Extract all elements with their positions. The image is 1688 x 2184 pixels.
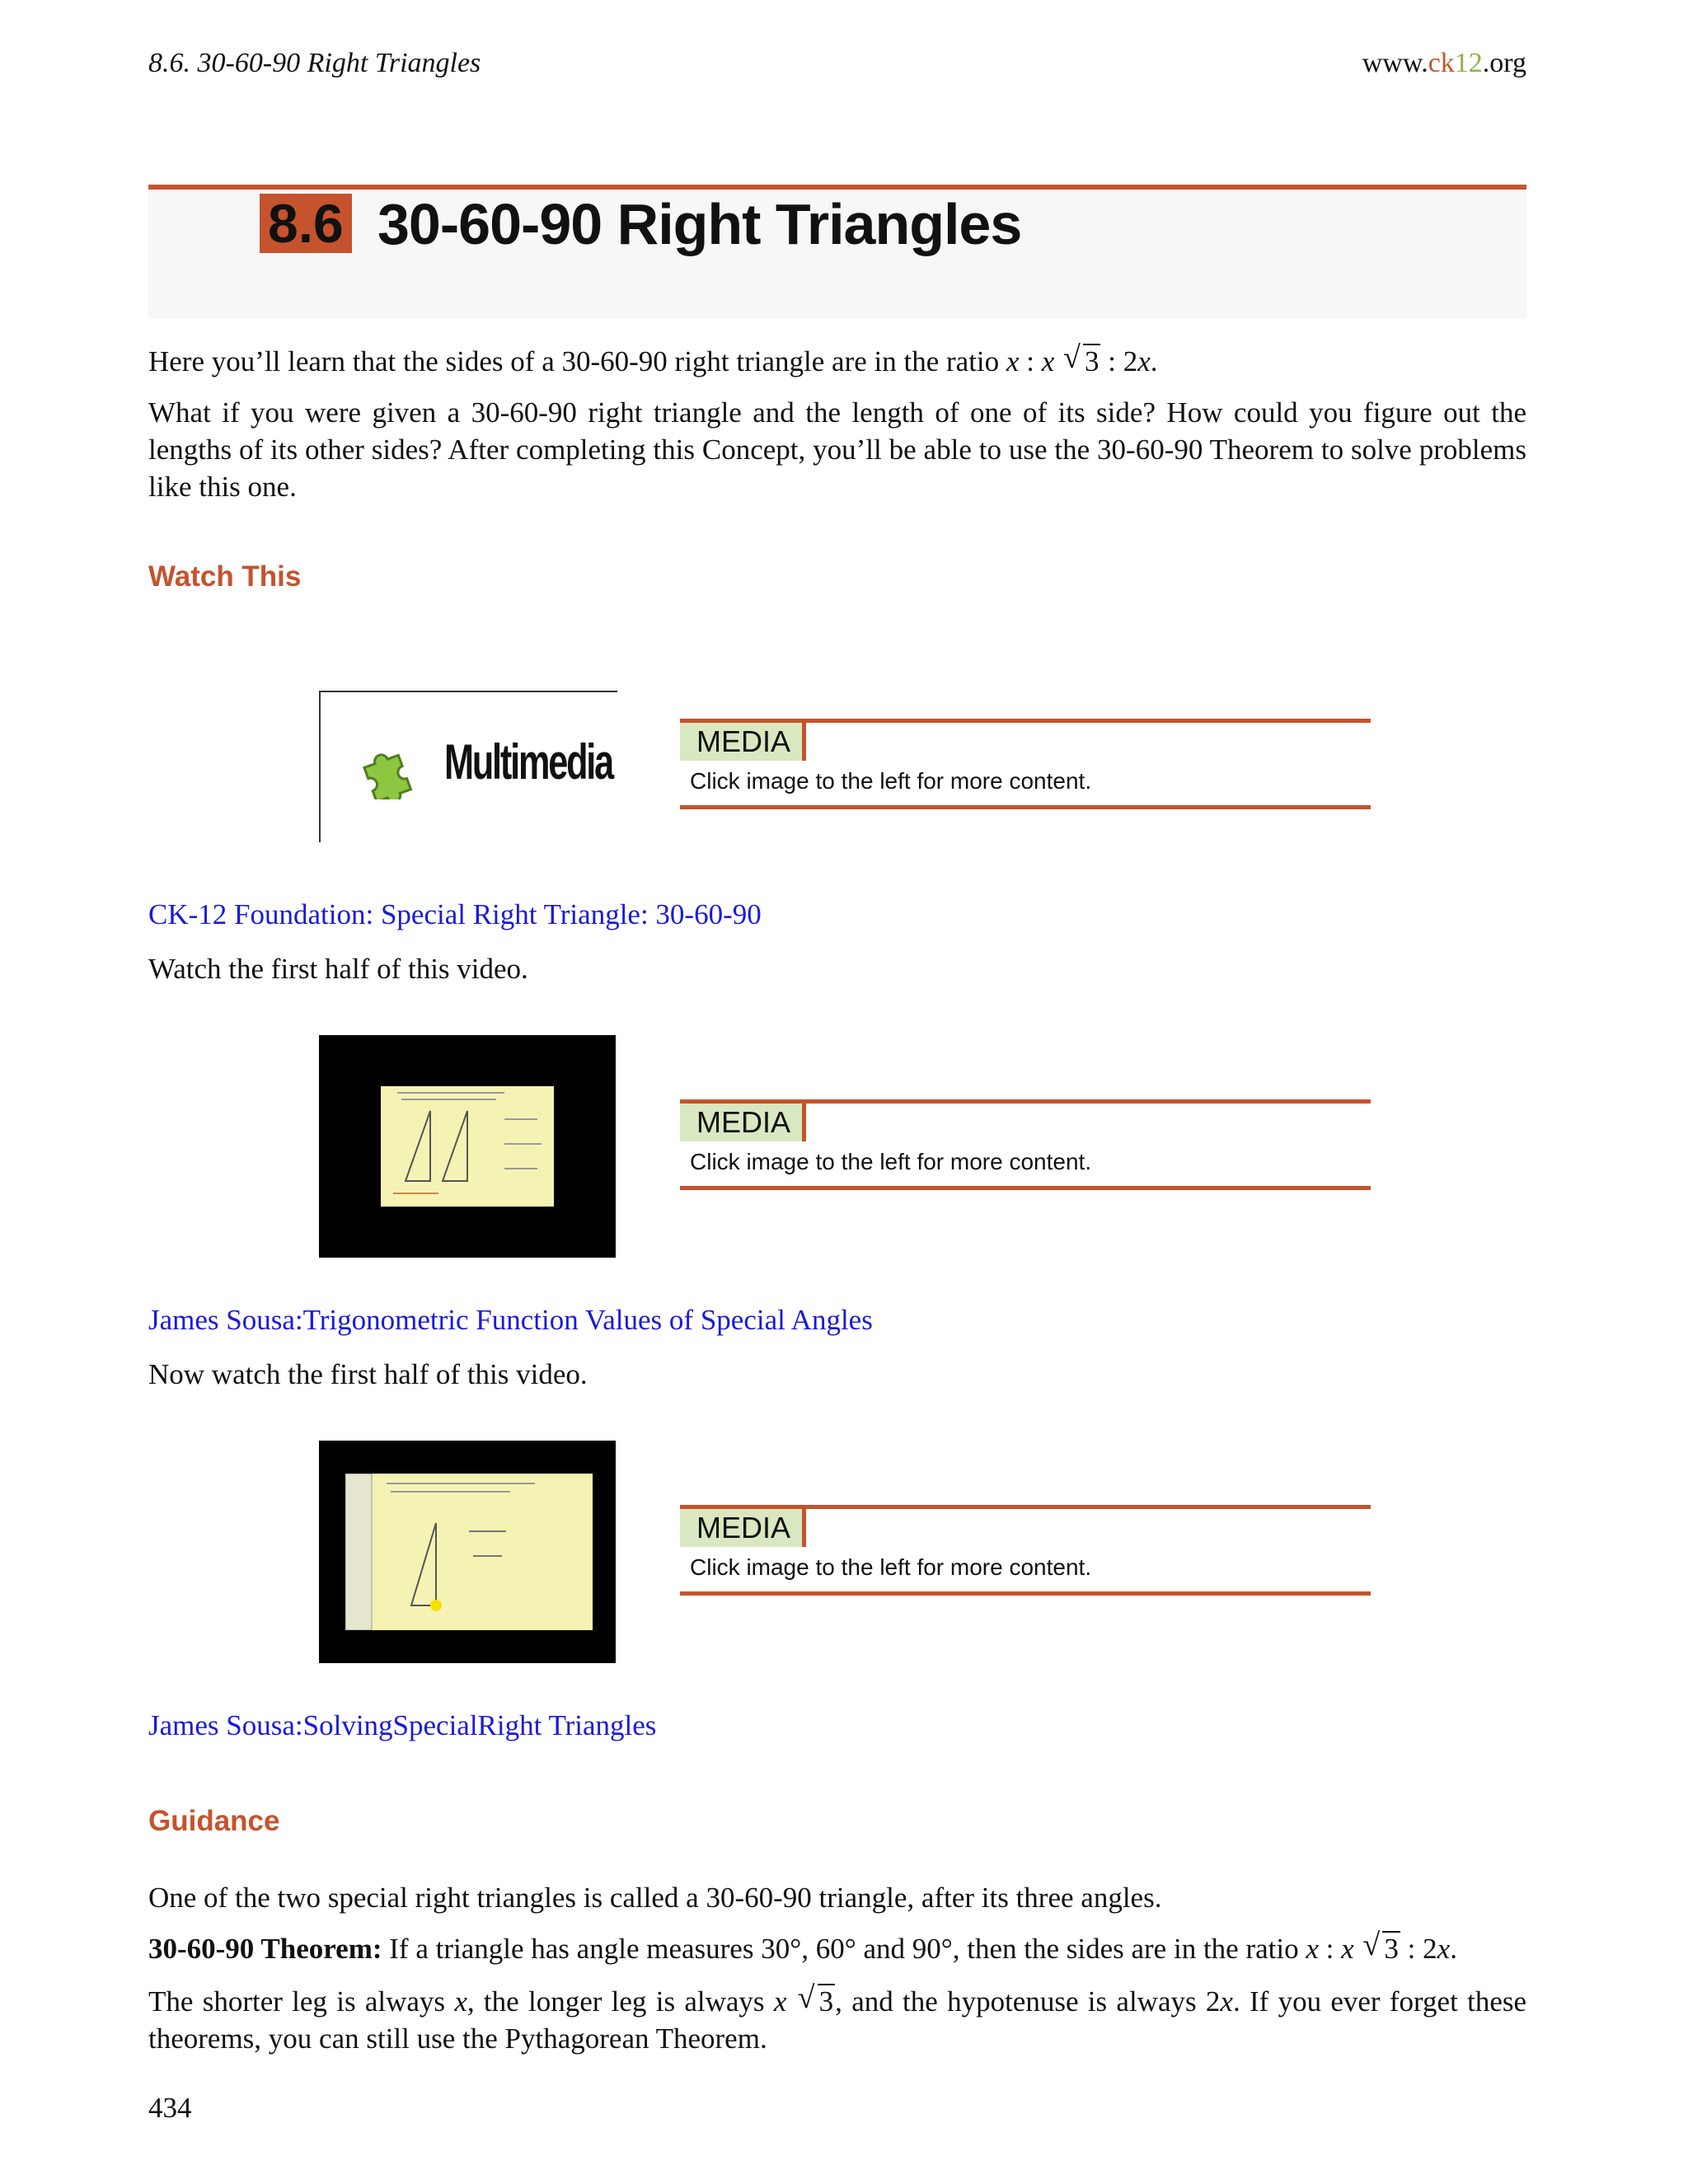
- running-head: 8.6. 30-60-90 Right Triangles: [148, 48, 481, 78]
- puzzle-icon: [360, 733, 426, 799]
- watch-this-heading: Watch This: [148, 560, 302, 593]
- media-tag: MEDIA: [680, 1509, 806, 1547]
- media-caption: Click image to the left for more content.: [690, 768, 1092, 794]
- chapter-title: 30-60-90 Right Triangles: [377, 192, 1022, 256]
- video-link-sousa-trig[interactable]: James Sousa:Trigonometric Function Values of Special Angles: [148, 1304, 873, 1336]
- guidance-heading: Guidance: [148, 1805, 280, 1837]
- media-box-3: [680, 1505, 1371, 1596]
- media-caption: Click image to the left for more content.: [690, 1149, 1092, 1174]
- video-note-1: Watch the first half of this video.: [148, 953, 528, 985]
- media-box-2: [680, 1099, 1371, 1190]
- triangle-sketch-icon: [345, 1474, 593, 1630]
- intro-sentence: Here you’ll learn that the sides of a 30-60-90 right triangle are in the ratio x : x √ 3 : 2x.: [148, 343, 1526, 380]
- media-caption: Click image to the left for more content.: [690, 1554, 1092, 1580]
- media-tag: MEDIA: [680, 723, 806, 761]
- video-thumbnail-2[interactable]: [319, 1035, 616, 1258]
- site-url[interactable]: www.ck12.org: [1362, 48, 1526, 78]
- sqrt-symbol: √ 3: [1062, 340, 1100, 377]
- media-tag: MEDIA: [680, 1104, 806, 1141]
- video-link-ck12[interactable]: CK-12 Foundation: Special Right Triangle: 30-60-90: [148, 898, 762, 930]
- media-box-1: [680, 719, 1371, 809]
- video-thumbnail-3[interactable]: [319, 1441, 616, 1663]
- video-note-2: Now watch the first half of this video.: [148, 1358, 588, 1390]
- multimedia-label: Multimedia: [444, 734, 613, 790]
- sqrt-symbol: √ 3: [797, 1980, 834, 2018]
- intro-question: What if you were given a 30-60-90 right triangle and the length of one of its side? How could you figure out the lengths of its other sides? After completing this Concept, you’ll be able to use the 30-60-90 Theorem to solve problems like this one.: [148, 396, 1526, 503]
- multimedia-thumbnail[interactable]: [319, 691, 617, 842]
- sqrt-symbol: √ 3: [1362, 1928, 1399, 1965]
- section-number-badge: 8.6: [260, 194, 352, 253]
- guidance-paragraph-3: The shorter leg is always x, the longer leg is always x √ 3, and the hypotenuse is always 2x. If you ever forget these theorems, you can still use the Pythagorean Theorem.: [148, 1980, 1527, 2055]
- guidance-paragraph-1: One of the two special right triangles is called a 30-60-90 triangle, after its three angles.: [148, 1882, 1162, 1914]
- theorem-statement: 30-60-90 Theorem: If a triangle has angle measures 30°, 60° and 90°, then the sides are in the ratio x : x √ 3 : 2x.: [148, 1930, 1526, 1967]
- page-number: 434: [148, 2092, 192, 2124]
- triangle-sketch-icon: [381, 1086, 554, 1207]
- title-rule: [148, 185, 1526, 190]
- video-link-sousa-solving[interactable]: James Sousa:SolvingSpecialRight Triangles: [148, 1709, 657, 1741]
